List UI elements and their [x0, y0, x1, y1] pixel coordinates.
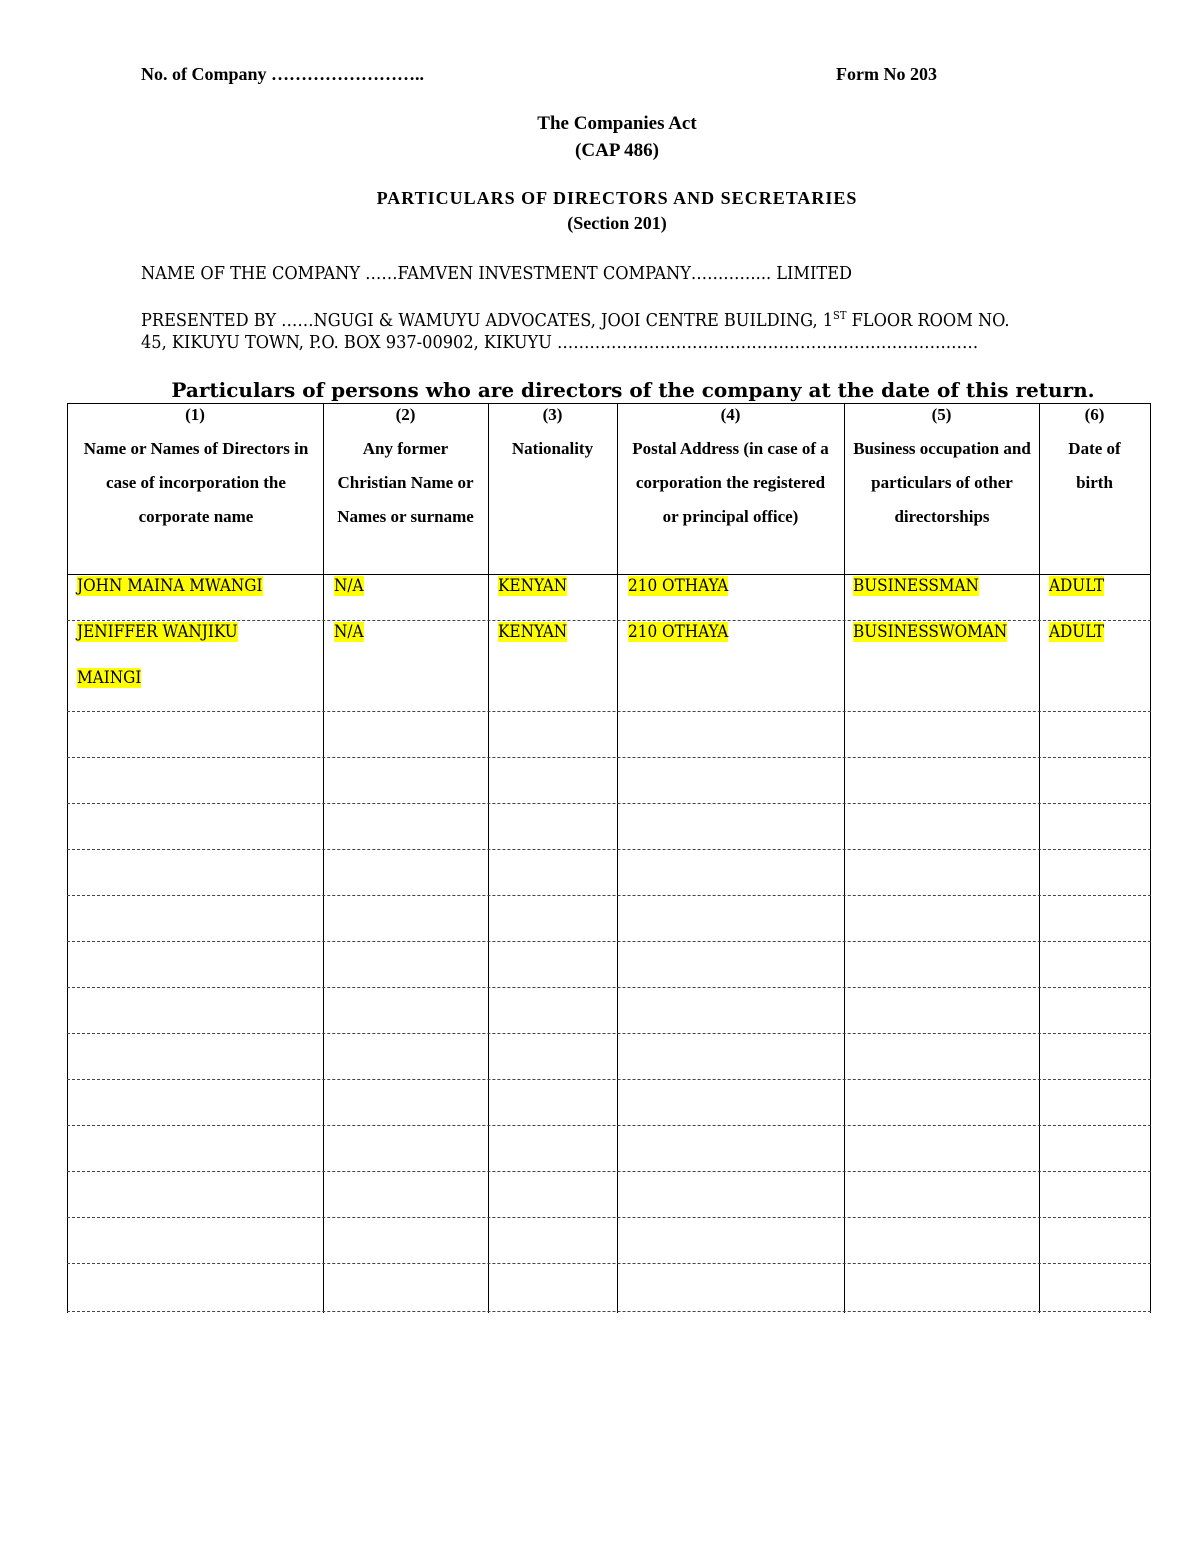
column-divider	[323, 403, 324, 1313]
table-cell	[334, 575, 364, 597]
section-label: (Section 201)	[567, 213, 667, 233]
table-row	[77, 575, 263, 597]
row-divider	[67, 711, 1151, 712]
presented-by-line-1	[141, 309, 1009, 331]
presented-by-text-b: FLOOR ROOM NO.	[846, 310, 1010, 331]
row-divider	[67, 803, 1151, 804]
column-number: (6)	[1084, 405, 1105, 424]
particulars-title: PARTICULARS OF DIRECTORS AND SECRETARIES	[376, 188, 858, 208]
director-name-continued: MAINGI	[77, 668, 142, 688]
nationality: KENYAN	[498, 576, 568, 596]
column-header-occupation: Business occupation and particulars of other directorships	[853, 439, 1031, 526]
table-cell	[1049, 575, 1104, 597]
presented-by-line-2: 45, KIKUYU TOWN, P.O. BOX 937-00902, KIKUYU ……………………………………………………………………	[141, 332, 979, 353]
column-header-former-name: Any former Christian Name or Names or surname	[337, 439, 474, 526]
postal-address: 210 OTHAYA	[628, 576, 729, 596]
column-number: (4)	[720, 405, 741, 424]
table-cell	[1049, 621, 1104, 643]
act-cap: (CAP 486)	[575, 140, 659, 161]
row-divider	[67, 895, 1151, 896]
table-cell	[334, 621, 364, 643]
date-of-birth: ADULT	[1049, 622, 1105, 642]
nationality: KENYAN	[498, 622, 568, 642]
form-number-label: Form No 203	[836, 64, 937, 84]
column-divider	[617, 403, 618, 1313]
postal-address: 210 OTHAYA	[628, 622, 729, 642]
table-cell	[77, 667, 141, 689]
column-divider	[844, 403, 845, 1313]
presented-by-text-a: PRESENTED BY ……NGUGI & WAMUYU ADVOCATES, JOOI CENTRE BUILDING, 1	[141, 310, 834, 331]
column-header-date-of-birth: Date of birth	[1068, 439, 1121, 492]
occupation: BUSINESSWOMAN	[853, 622, 1008, 642]
table-cell	[498, 621, 567, 643]
director-name: JENIFFER WANJIKU	[77, 622, 238, 642]
date-of-birth: ADULT	[1049, 576, 1105, 596]
row-divider	[67, 1263, 1151, 1264]
row-divider	[67, 1217, 1151, 1218]
column-number: (3)	[542, 405, 563, 424]
table-border-bottom	[67, 1311, 1151, 1312]
row-divider	[67, 849, 1151, 850]
row-divider	[67, 1125, 1151, 1126]
column-header-postal-address: Postal Address (in case of a corporation the registered or principal office)	[632, 439, 829, 526]
column-header-nationality: Nationality	[511, 439, 594, 458]
company-number-label: No. of Company ……………………..	[141, 64, 425, 84]
column-number: (2)	[395, 405, 416, 424]
table-cell	[628, 575, 728, 597]
row-divider	[67, 1079, 1151, 1080]
row-divider	[67, 1033, 1151, 1034]
table-cell	[628, 621, 728, 643]
column-divider	[1039, 403, 1040, 1313]
former-name: N/A	[334, 622, 364, 642]
table-cell	[853, 575, 979, 597]
presented-by-superscript: ST	[833, 309, 847, 322]
row-divider	[67, 941, 1151, 942]
row-divider	[67, 757, 1151, 758]
table-cell	[498, 575, 567, 597]
table-row	[77, 621, 238, 643]
column-header-name: Name or Names of Directors in case of incorporation the corporate name	[83, 439, 309, 526]
company-name-line: NAME OF THE COMPANY ……FAMVEN INVESTMENT COMPANY…………... LIMITED	[141, 263, 852, 284]
row-divider	[67, 1171, 1151, 1172]
occupation: BUSINESSMAN	[853, 576, 979, 596]
column-number: (1)	[185, 405, 205, 424]
director-name: JOHN MAINA MWANGI	[77, 576, 263, 596]
column-divider	[488, 403, 489, 1313]
table-border-left	[67, 403, 68, 1313]
act-title: The Companies Act	[537, 113, 697, 134]
table-caption: Particulars of persons who are directors of the company at the date of this return.	[171, 378, 1095, 402]
directors-table	[67, 403, 1151, 1313]
column-number: (5)	[931, 405, 952, 424]
table-border-top	[67, 403, 1151, 404]
former-name: N/A	[334, 576, 364, 596]
row-divider	[67, 987, 1151, 988]
table-cell	[853, 621, 1007, 643]
table-border-right	[1150, 403, 1151, 1313]
